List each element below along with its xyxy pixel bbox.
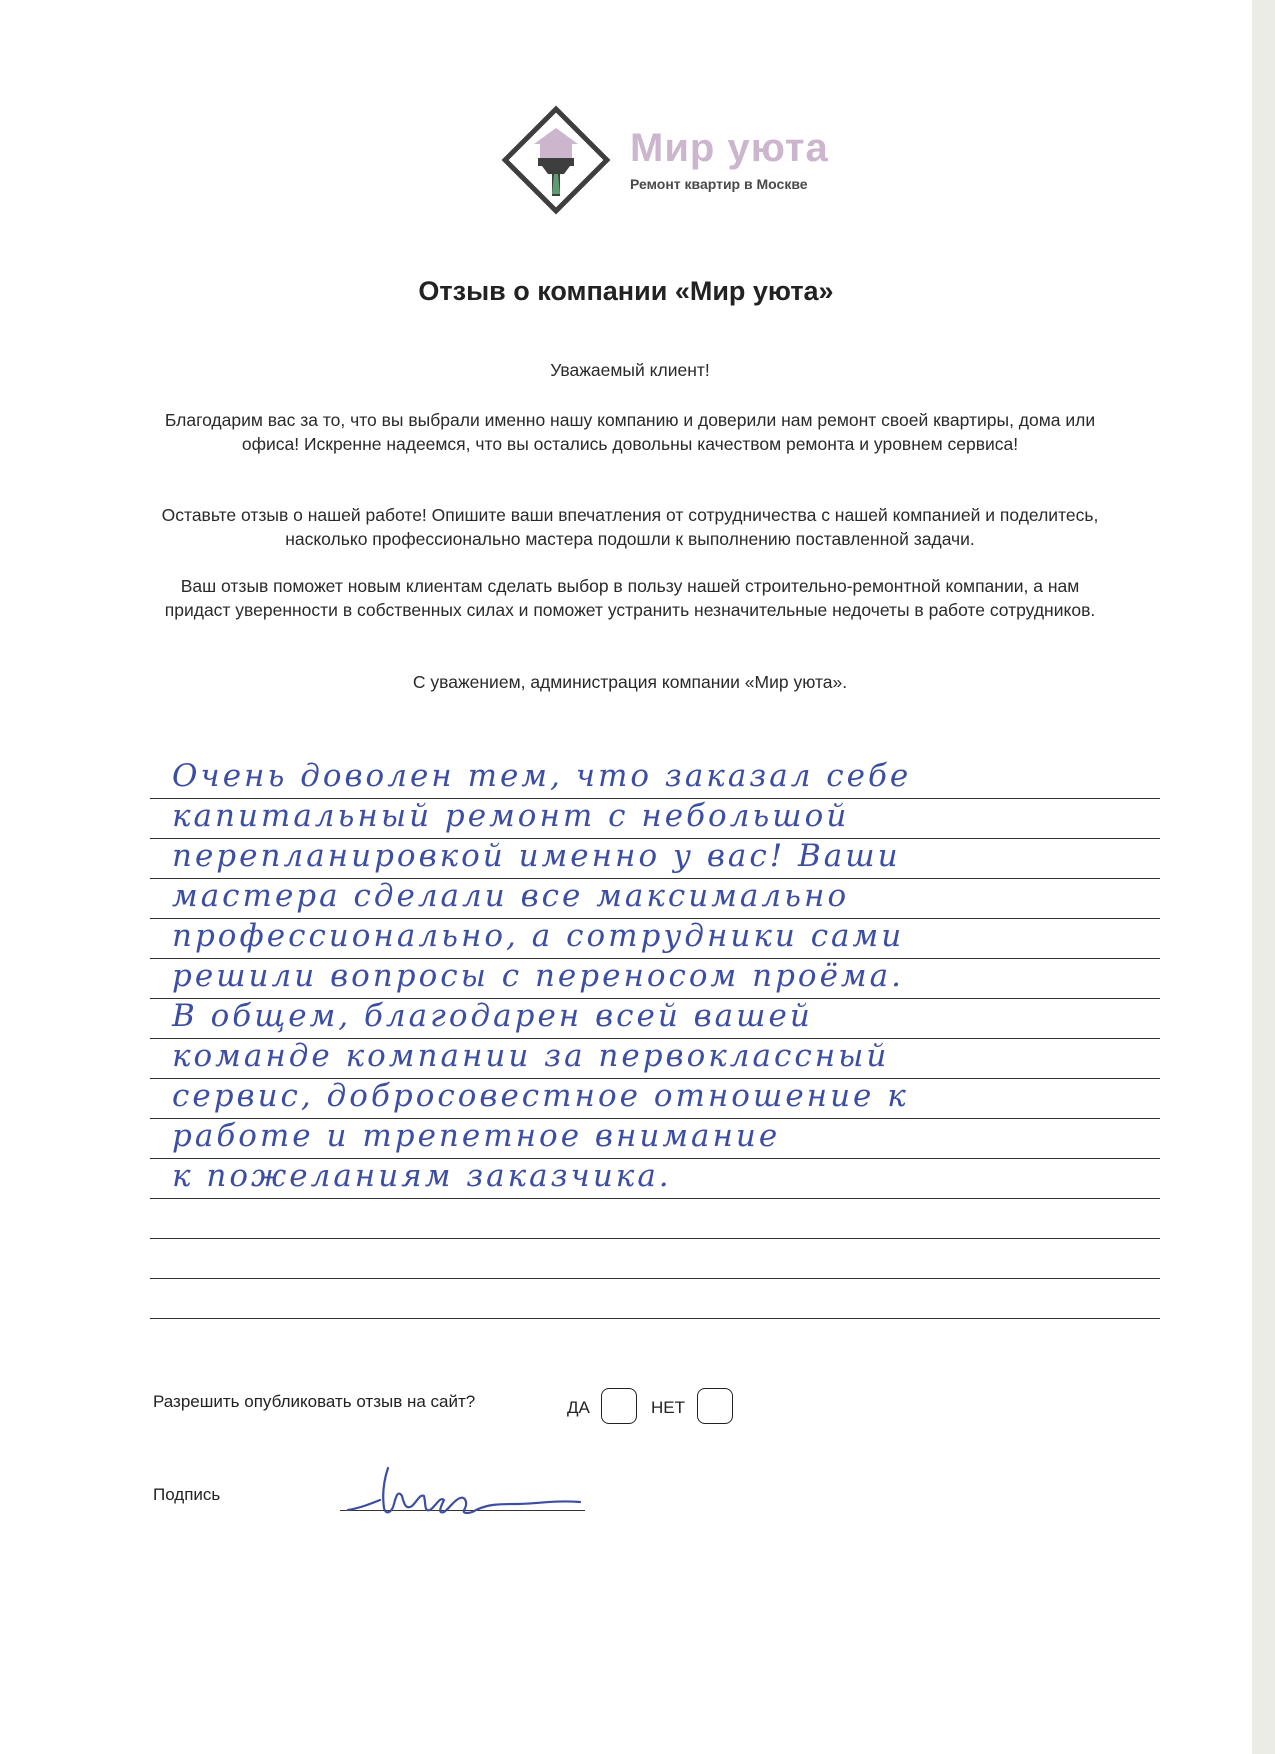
signature-label: Подпись	[153, 1485, 221, 1504]
review-handwritten-line: сервис, добросовестное отношение к	[172, 1078, 909, 1114]
review-ruled-line	[150, 1318, 1160, 1319]
intro-paragraph-1: Благодарим вас за то, что вы выбрали именно нашу компанию и доверили нам ремонт своей квартиры, дома или офиса! Искренне надеемся, что вы остались довольны качеством ремонта и уровнем сервиса!	[164, 410, 1096, 454]
handwritten-signature	[340, 1460, 600, 1530]
review-ruled-line	[150, 1198, 1160, 1199]
brand-name: Мир уюта	[630, 126, 829, 170]
publish-yes-checkbox[interactable]	[601, 1388, 637, 1424]
review-handwritten-line: мастера сделали все максимально	[172, 878, 850, 914]
publish-no-label: НЕТ	[651, 1398, 685, 1417]
scan-edge	[1252, 0, 1275, 1754]
publish-yes-label: ДА	[567, 1398, 590, 1417]
review-handwritten-line: работе и трепетное внимание	[172, 1118, 781, 1154]
review-handwritten-line: Очень доволен тем, что заказал себе	[172, 758, 912, 794]
brand-tagline: Ремонт квартир в Москве	[630, 176, 808, 192]
review-handwritten-line: профессионально, а сотрудники сами	[172, 918, 905, 954]
review-handwritten-line: к пожеланиям заказчика.	[172, 1158, 672, 1194]
review-handwritten-line: решили вопросы с переносом проёма.	[172, 958, 904, 994]
review-ruled-line	[150, 1238, 1160, 1239]
publish-permission-question: Разрешить опубликовать отзыв на сайт?	[153, 1392, 476, 1411]
review-handwritten-line: капитальный ремонт с небольшой	[172, 798, 850, 834]
intro-paragraph-2: Оставьте отзыв о нашей работе! Опишите ваши впечатления от сотрудничества с нашей компанией и поделитесь, насколько профессионально мастера подошли к выполнению поставленной задачи.	[161, 505, 1099, 549]
review-handwritten-line: команде компании за первоклассный	[172, 1038, 890, 1074]
page-title: Отзыв о компании «Мир уюта»	[418, 276, 834, 306]
greeting: Уважаемый клиент!	[550, 360, 710, 380]
publish-no-checkbox[interactable]	[697, 1388, 733, 1424]
handwritten-review-field[interactable]	[150, 750, 1170, 1370]
company-logo	[490, 104, 870, 220]
house-paintbrush-diamond-icon	[500, 104, 612, 216]
review-ruled-line	[150, 1278, 1160, 1279]
closing-line: С уважением, администрация компании «Мир уюта».	[412, 672, 848, 692]
review-handwritten-line: перепланировкой именно у вас! Ваши	[172, 838, 901, 874]
intro-paragraph-3: Ваш отзыв поможет новым клиентам сделать выбор в пользу нашей строительно-ремонтной компании, а нам придаст уверенности в собственных силах и поможет устранить незначительные недочеты в работе сотрудников.	[164, 576, 1096, 620]
review-handwritten-line: В общем, благодарен всей вашей	[172, 998, 813, 1034]
